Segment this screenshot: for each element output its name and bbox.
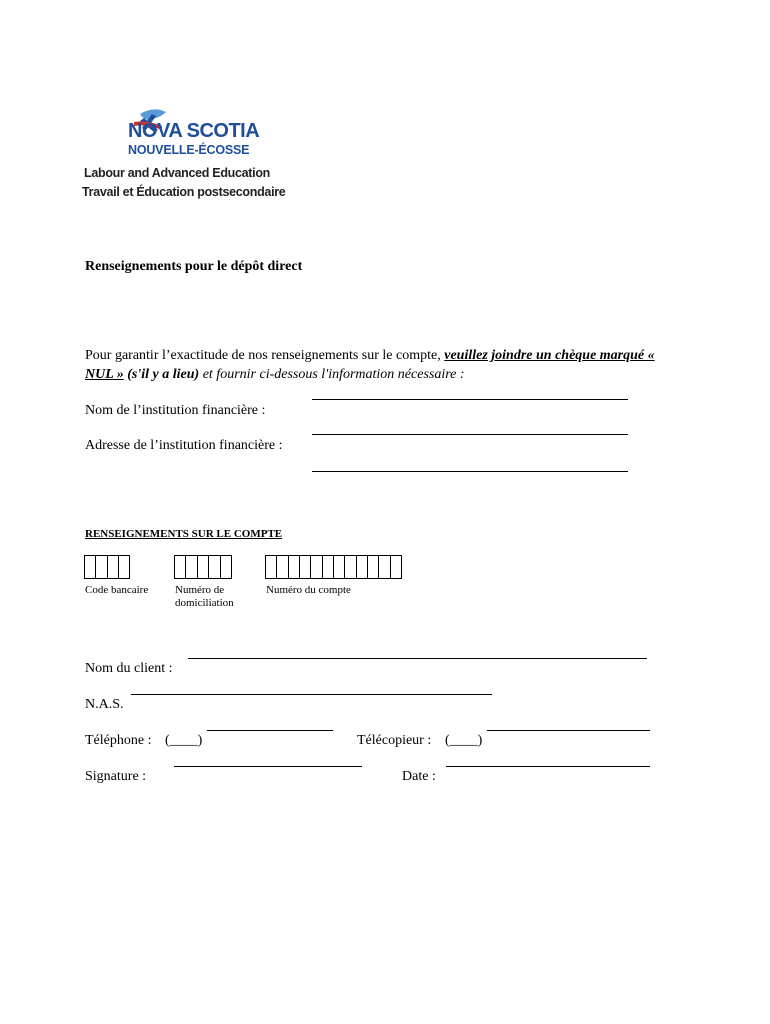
intro-emphasis: veuillez joindre un chèque marqué « NUL » bbox=[85, 348, 655, 382]
account-box[interactable] bbox=[345, 556, 356, 578]
transit-box[interactable] bbox=[221, 556, 231, 578]
bank-code-boxes[interactable] bbox=[84, 555, 130, 579]
bank-code-label: Code bancaire bbox=[85, 584, 149, 596]
transit-box[interactable] bbox=[209, 556, 220, 578]
institution-address-field-2[interactable] bbox=[312, 471, 628, 472]
client-name-field[interactable] bbox=[188, 658, 647, 659]
institution-name-field[interactable] bbox=[312, 399, 628, 400]
bank-code-box[interactable] bbox=[96, 556, 107, 578]
institution-name-label: Nom de l’institution financière : bbox=[85, 403, 266, 418]
department-name-fr: Travail et Éducation postsecondaire bbox=[82, 185, 286, 199]
fax-field[interactable] bbox=[487, 730, 650, 731]
institution-address-label: Adresse de l’institution financière : bbox=[85, 438, 283, 453]
account-number-label: Numéro du compte bbox=[266, 584, 351, 596]
account-section-title: RENSEIGNEMENTS SUR LE COMPTE bbox=[85, 528, 283, 540]
account-box[interactable] bbox=[357, 556, 368, 578]
intro-condition: (s'il y a lieu) bbox=[123, 367, 200, 382]
phone-label: Téléphone : bbox=[85, 733, 152, 748]
intro-paragraph bbox=[85, 346, 665, 384]
account-number-boxes[interactable] bbox=[265, 555, 402, 579]
header-logo bbox=[82, 104, 322, 214]
bank-code-box[interactable] bbox=[119, 556, 129, 578]
account-box[interactable] bbox=[334, 556, 345, 578]
transit-number-boxes[interactable] bbox=[174, 555, 232, 579]
sin-field[interactable] bbox=[131, 694, 492, 695]
page-title: Renseignements pour le dépôt direct bbox=[85, 259, 303, 274]
signature-label: Signature : bbox=[85, 769, 147, 784]
fax-label: Télécopieur : bbox=[357, 733, 432, 748]
account-box[interactable] bbox=[311, 556, 322, 578]
phone-field[interactable] bbox=[207, 730, 333, 731]
phone-area-code[interactable]: (____) bbox=[165, 733, 203, 748]
transit-label-line1: Numéro de bbox=[175, 584, 225, 596]
client-name-label: Nom du client : bbox=[85, 661, 173, 676]
account-box[interactable] bbox=[368, 556, 379, 578]
date-field[interactable] bbox=[446, 766, 650, 767]
transit-label bbox=[175, 584, 234, 610]
brand-name-fr: NOUVELLE-ÉCOSSE bbox=[128, 143, 250, 157]
transit-box[interactable] bbox=[198, 556, 209, 578]
date-label: Date : bbox=[402, 769, 436, 784]
bank-code-box[interactable] bbox=[85, 556, 96, 578]
account-box[interactable] bbox=[277, 556, 288, 578]
transit-box[interactable] bbox=[175, 556, 186, 578]
brand-name: NOVA SCOTIA bbox=[128, 120, 260, 142]
account-box[interactable] bbox=[379, 556, 390, 578]
institution-address-field[interactable] bbox=[312, 434, 628, 435]
account-box[interactable] bbox=[323, 556, 334, 578]
intro-instruction: et fournir ci-dessous l'information nécessaire : bbox=[199, 367, 465, 382]
account-box[interactable] bbox=[391, 556, 401, 578]
transit-box[interactable] bbox=[186, 556, 197, 578]
intro-text: Pour garantir l’exactitude de nos renseignements sur le compte, bbox=[85, 348, 445, 363]
bank-code-box[interactable] bbox=[108, 556, 119, 578]
sin-label: N.A.S. bbox=[85, 697, 124, 712]
account-box[interactable] bbox=[266, 556, 277, 578]
transit-label-line2: domiciliation bbox=[175, 597, 234, 609]
department-name-en: Labour and Advanced Education bbox=[84, 166, 270, 180]
account-box[interactable] bbox=[289, 556, 300, 578]
fax-area-code[interactable]: (____) bbox=[445, 733, 483, 748]
signature-field[interactable] bbox=[174, 766, 362, 767]
account-box[interactable] bbox=[300, 556, 311, 578]
